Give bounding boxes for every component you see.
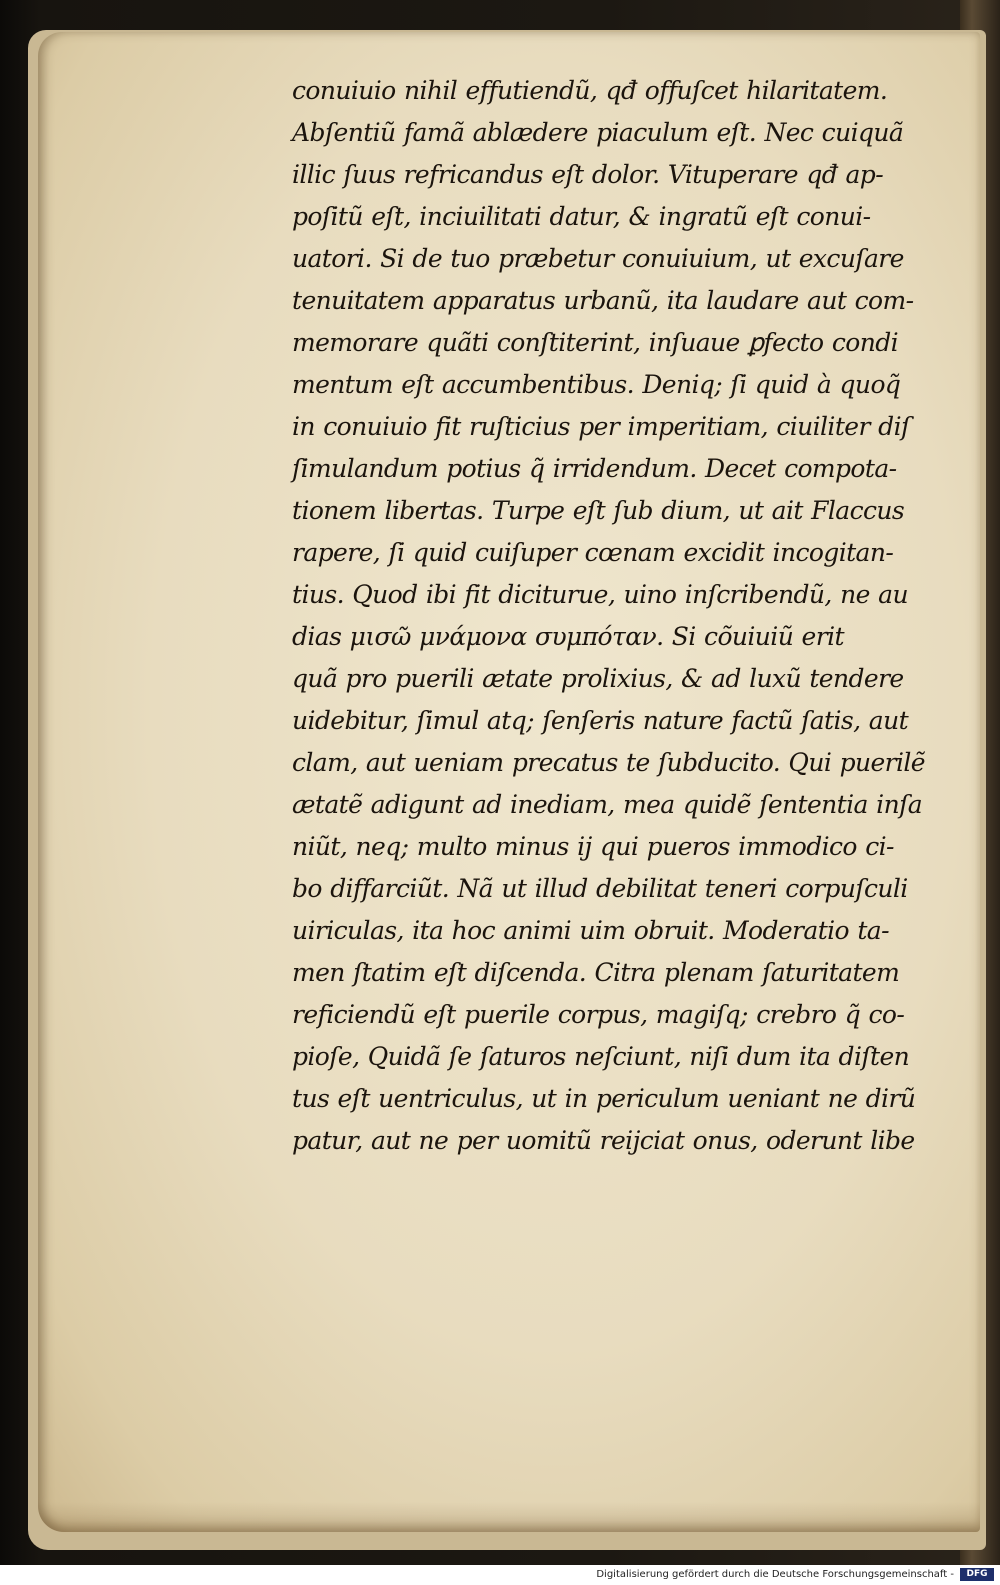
- text-line: in conuiuio fit ruſticius per imperitiam, ciuiliter diſ: [292, 412, 910, 441]
- text-line: pioſe, Quidã ſe ſaturos neſciunt, niſi dum ita diſten: [292, 1042, 910, 1071]
- text-line: tenuitatem apparatus urbanũ, ita laudare aut com-: [292, 286, 914, 315]
- text-line: tus eſt uentriculus, ut in periculum ueniant ne dirũ: [292, 1084, 916, 1113]
- text-line: poſitũ eſt, inciuilitati datur, & ingratũ eſt conui-: [292, 202, 871, 231]
- text-line: ætatẽ adigunt ad inediam, mea quidẽ ſententia inſa: [292, 790, 923, 819]
- text-line: bo diffarciũt. Nã ut illud debilitat teneri corpuſculi: [292, 874, 908, 903]
- funding-credit: Digitalisierung gefördert durch die Deutsche Forschungsgemeinschaft -: [596, 1569, 954, 1580]
- dfg-logo-icon: DFG: [960, 1568, 994, 1581]
- text-line: memorare quãti conſtiterint, inſuaue ꝑfecto condi: [292, 328, 898, 357]
- text-line: ſimulandum potius q̃ irridendum. Decet compota-: [292, 454, 897, 483]
- text-line: mentum eſt accumbentibus. Deniq; ſi quid à quoq̃: [292, 370, 901, 399]
- text-line: uatori. Si de tuo præbetur conuiuium, ut excuſare: [292, 244, 904, 273]
- text-line: reficiendũ eſt puerile corpus, magiſq; crebro q̃ co-: [292, 1000, 905, 1029]
- page-text: [292, 70, 942, 1162]
- text-line: dias μισῶ μνάμονα συμπόταν. Si cõuiuiũ erit: [292, 622, 844, 651]
- text-line: men ſtatim eſt diſcenda. Citra plenam ſaturitatem: [292, 958, 900, 987]
- text-line: clam, aut ueniam precatus te ſubducito. Qui puerilẽ: [292, 748, 926, 777]
- text-line: patur, aut ne per uomitũ reijciat onus, oderunt libe: [292, 1126, 915, 1155]
- text-line: conuiuio nihil effutiendũ, qđ offuſcet hilaritatem.: [292, 76, 888, 105]
- text-line: tius. Quod ibi fit diciturue, uino inſcribendũ, ne au: [292, 580, 908, 609]
- text-line: Abſentiũ famã ablædere piaculum eſt. Nec cuiquã: [292, 118, 904, 147]
- text-line: tionem libertas. Turpe eſt ſub dium, ut ait Flaccus: [292, 496, 905, 525]
- page-bottom-shadow: [38, 1502, 980, 1532]
- text-line: quã pro puerili ætate prolixius, & ad luxũ tendere: [292, 664, 904, 693]
- text-line: rapere, ſi quid cuiſuper cœnam excidit incogitan-: [292, 538, 894, 567]
- text-line: uidebitur, ſimul atq; ſenſeris nature factũ ſatis, aut: [292, 706, 909, 735]
- text-line: illic ſuus refricandus eſt dolor. Vituperare qđ ap-: [292, 160, 884, 189]
- text-line: uiriculas, ita hoc animi uim obruit. Moderatio ta-: [292, 916, 889, 945]
- text-line: niũt, neq; multo minus ij qui pueros immodico ci-: [292, 832, 894, 861]
